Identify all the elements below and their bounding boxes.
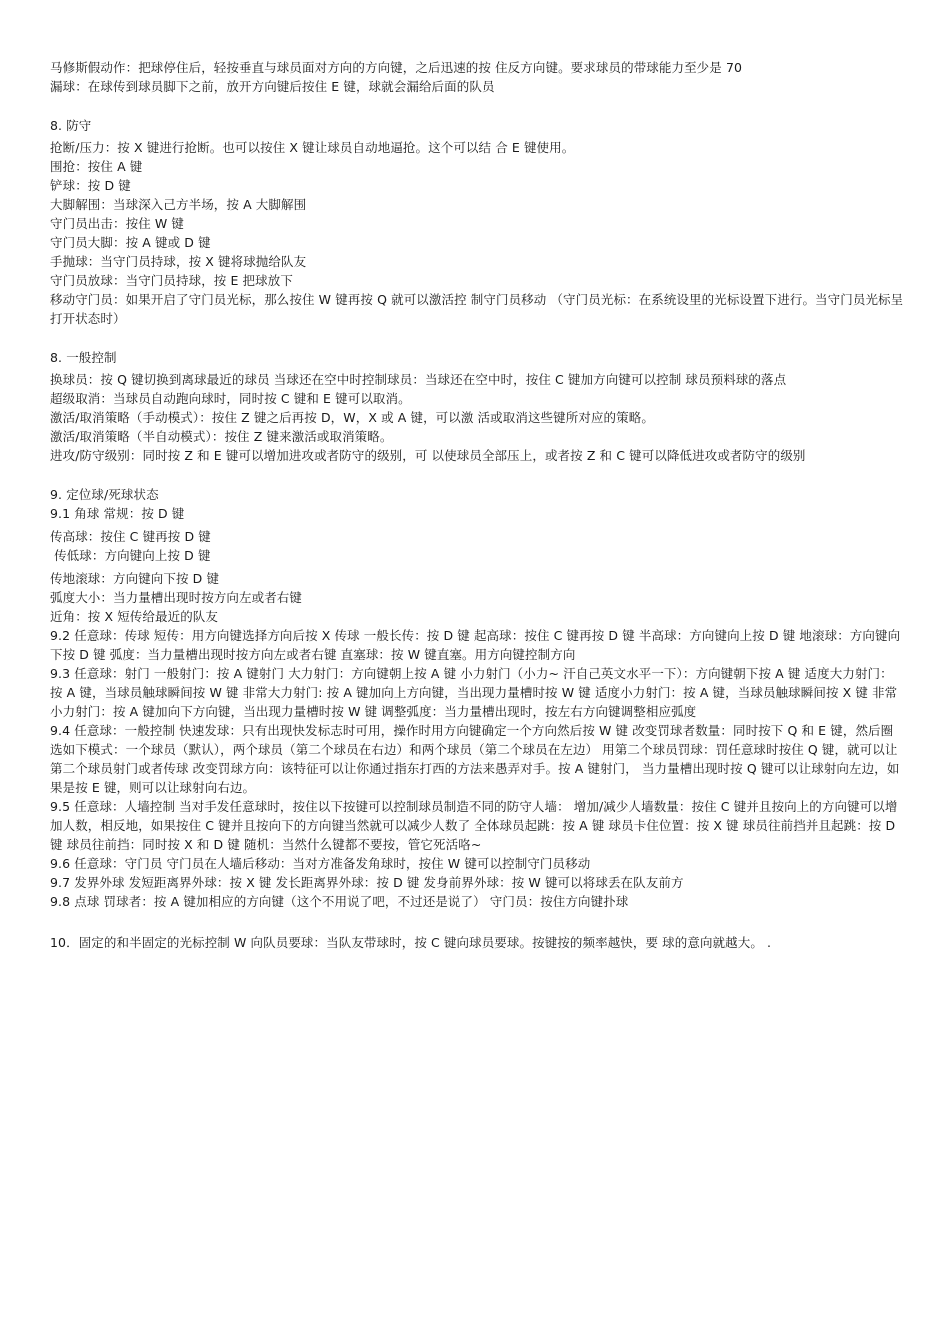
defense-item: 围抢：按住 A 键 bbox=[50, 159, 143, 174]
corner-item: 弧度大小：当力量槽出现时按方向左或者右键 bbox=[50, 590, 303, 605]
corner-item: 传低球：方向键向上按 D 键 bbox=[50, 548, 211, 563]
free-kick-keeper: 9.6 任意球：守门员 守门员在人墙后移动：当对方准备发角球时，按住 W 键可以控制守门员移动 bbox=[50, 856, 591, 871]
general-item: 激活/取消策略（手动模式）：按住 Z 键之后再按 D，W，X 或 A 键，可以激 活或取消这些键所对应的策略。 bbox=[50, 410, 654, 425]
corner-title: 9.1 角球 常规：按 D 键 bbox=[50, 506, 185, 521]
cursor-control-text: 10．固定的和半固定的光标控制 W 向队员要球：当队友带球时，按 C 键向球员要球。按键按的频率越快，要 球的意向就越大。 . bbox=[50, 935, 772, 950]
corner-item: 近角：按 X 短传给最近的队友 bbox=[50, 609, 219, 624]
free-kick-shot: 9.3 任意球：射门 一般射门：按 A 键射门 大力射门：方向键朝上按 A 键 小力射门（小力~ 汗自己英文水平一下）：方向键朝下按 A 键 适度大力射门：按 A 键，当球员触球瞬间按 W 键 非常大力射门: 按 A 键加向上方向键，当出现力量槽时按 W 键 适度小力射门：按 A 键，当球员触球瞬间按 X 键 非常小力射门：按 A 键加向下方向键，当出现力量槽时按 W 键 调整弧度：当力量槽出现时，按左右方向键调整相应弧度 bbox=[50, 666, 898, 719]
defense-item: 抢断/压力：按 X 键进行抢断。也可以按住 X 键让球员自动地逼抢。这个可以结 合 E 键使用。 bbox=[50, 140, 575, 155]
defense-item: 手抛球：当守门员持球，按 X 键将球抛给队友 bbox=[50, 254, 307, 269]
free-kick-pass: 9.2 任意球：传球 短传：用方向键选择方向后按 X 传球 一般长传：按 D 键 起高球：按住 C 键再按 D 键 半高球：方向键向上按 D 键 地滚球：方向键向下按 D 键 弧度：当力量槽出现时按方向左或者右键 直塞球：按 W 键直塞。用方向键控制方向 bbox=[50, 628, 901, 662]
document-page bbox=[50, 58, 905, 952]
defense-item: 铲球：按 D 键 bbox=[50, 178, 131, 193]
general-item: 超级取消：当球员自动跑向球时，同时按 C 键和 E 键可以取消。 bbox=[50, 391, 411, 406]
dummy-ball-text: 漏球：在球传到球员脚下之前，放开方向键后按住 E 键，球就会漏给后面的队员 bbox=[50, 79, 495, 94]
general-item: 进攻/防守级别：同时按 Z 和 E 键可以增加进攻或者防守的级别，可 以使球员全部压上，或者按 Z 和 C 键可以降低进攻或者防守的级别 bbox=[50, 448, 806, 463]
matthews-feint-text: 马修斯假动作：把球停住后，轻按垂直与球员面对方向的方向键，之后迅速的按 住反方向键。要求球员的带球能力至少是 70 bbox=[50, 60, 743, 75]
setpiece-heading: 9. 定位球/死球状态 bbox=[50, 487, 159, 502]
defense-item: 守门员大脚：按 A 键或 D 键 bbox=[50, 235, 211, 250]
penalty: 9.8 点球 罚球者：按 A 键加相应的方向键（这个不用说了吧，不过还是说了） 守门员：按住方向键扑球 bbox=[50, 894, 629, 909]
defense-item: 移动守门员：如果开启了守门员光标，那么按住 W 键再按 Q 就可以激活控 制守门员移动 （守门员光标：在系统设里的光标设置下进行。当守门员光标呈打开状态时） bbox=[50, 292, 904, 326]
general-item: 换球员：按 Q 键切换到离球最近的球员 当球还在空中时控制球员：当球还在空中时，按住 C 键加方向键可以控制 球员预料球的落点 bbox=[50, 372, 787, 387]
corner-item: 传地滚球：方向键向下按 D 键 bbox=[50, 571, 220, 586]
defense-heading: 8. 防守 bbox=[50, 118, 92, 133]
defense-item: 守门员出击：按住 W 键 bbox=[50, 216, 185, 231]
throw-in: 9.7 发界外球 发短距离界外球：按 X 键 发长距离界外球：按 D 键 发身前界外球：按 W 键可以将球丢在队友前方 bbox=[50, 875, 684, 890]
corner-item: 传高球：按住 C 键再按 D 键 bbox=[50, 529, 211, 544]
general-control-heading: 8. 一般控制 bbox=[50, 350, 117, 365]
defense-item: 大脚解围：当球深入己方半场，按 A 大脚解围 bbox=[50, 197, 307, 212]
free-kick-control: 9.4 任意球：一般控制 快速发球：只有出现快发标志时可用，操作时用方向键确定一个方向然后按 W 键 改变罚球者数量：同时按下 Q 和 E 键，然后圈选如下模式：一个球员（默认），两个球员（第二个球员在右边）和两个球员（第二个球员在左边） 用第二个球员罚球：罚任意球时按住 Q 键，就可以让第二个球员射门或者传球 改变罚球方向：该特征可以让你通过指东打西的方法来愚弄对手。按 A 键射门， 当力量槽出现时按 Q 键可以让球射向左边，如果是按 E 键，则可以让球射向右边。 bbox=[50, 723, 900, 795]
defense-item: 守门员放球：当守门员持球，按 E 把球放下 bbox=[50, 273, 293, 288]
general-item: 激活/取消策略（半自动模式）：按住 Z 键来激活或取消策略。 bbox=[50, 429, 393, 444]
free-kick-wall: 9.5 任意球：人墙控制 当对手发任意球时，按住以下按键可以控制球员制造不同的防守人墙： 增加/减少人墙数量：按住 C 键并且按向上的方向键可以增加人数，相反地，如果按住 C 键并且按向下的方向键当然就可以减少人数了 全体球员起跳：按 A 键 球员卡住位置：按 X 键 球员往前挡并且起跳：按 D 键 球员往前挡：同时按 X 和 D 键 随机：当然什么键都不要按，管它死活咯~ bbox=[50, 799, 898, 852]
